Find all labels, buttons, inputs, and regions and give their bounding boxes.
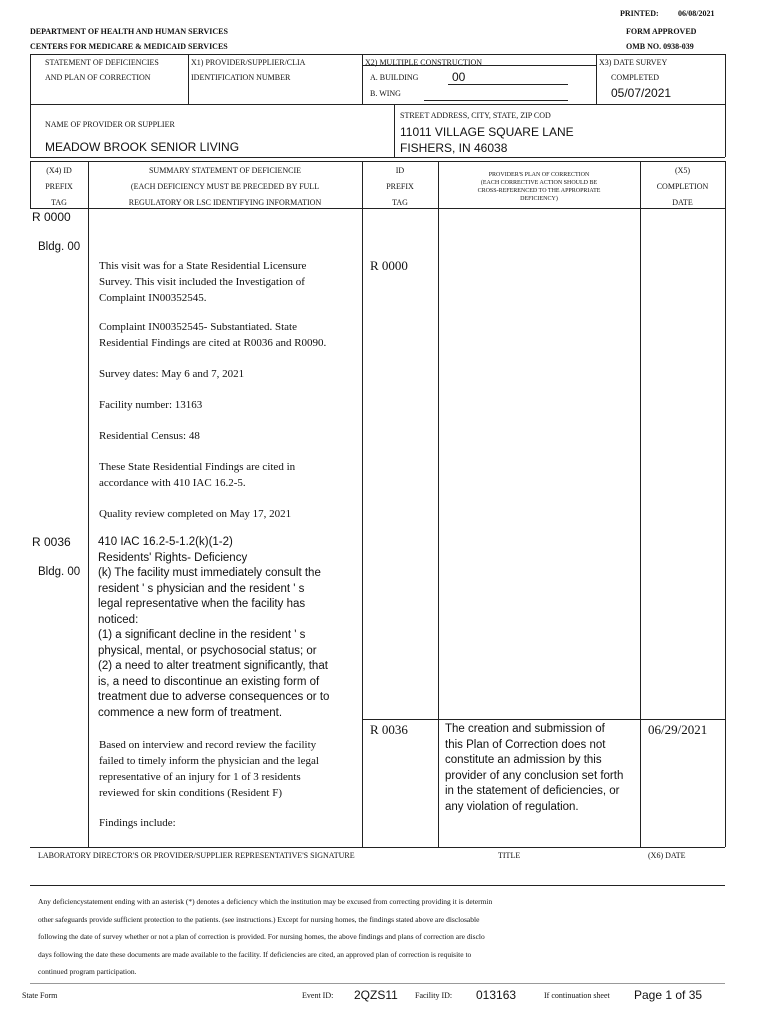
plan-line: The creation and submission of — [445, 723, 605, 735]
summary-line: Residential Findings are cited at R0036 and R0090. — [99, 337, 327, 349]
regulation-line: commence a new form of treatment. — [98, 706, 283, 719]
r0036-building: Bldg. 00 — [38, 566, 81, 578]
rule — [394, 104, 395, 157]
address-label: STREET ADDRESS, CITY, STATE, ZIP COD — [400, 111, 551, 120]
plan-of-correction — [445, 722, 639, 815]
x5-header-1: (X5) — [674, 166, 691, 175]
findings-cited — [99, 459, 361, 491]
plan-header-2: (EACH CORRECTIVE ACTION SHOULD BE — [480, 180, 598, 186]
rule — [362, 54, 363, 104]
facility-id: 013163 — [476, 988, 517, 1002]
multiple-construction-label: X2) MULTIPLE CONSTRUCTION — [365, 58, 483, 67]
survey-dates: Survey dates: May 6 and 7, 2021 — [99, 368, 245, 380]
state-form-label: State Form — [22, 991, 58, 1000]
plan-line: in the statement of deficiencies, or — [445, 785, 620, 797]
address-line-1: 11011 VILLAGE SQUARE LANE — [400, 125, 574, 139]
address-line-2: FISHERS, IN 46038 — [400, 141, 508, 155]
disclaimer-line: Any deficiencystatement ending with an asterisk (*) denotes a deficiency which the institution may be excused from correcting providing it is determin — [38, 897, 493, 906]
wing-label: B. WING — [370, 89, 401, 98]
findings-include: Findings include: — [99, 817, 176, 829]
x5-header-2: COMPLETION — [656, 182, 709, 191]
rule — [596, 54, 597, 104]
summary-header-2: (EACH DEFICIENCY MUST BE PRECEDED BY FULL — [130, 182, 320, 191]
rule — [30, 161, 725, 162]
summary-line: representative of an injury for 1 of 3 residents — [99, 771, 301, 783]
regulation-text — [98, 535, 360, 721]
regulation-line: 410 IAC 16.2-5-1.2(k)(1-2) — [98, 536, 233, 548]
r0000-id-tag: R 0000 — [370, 258, 408, 273]
summary-line: These State Residential Findings are cited in — [99, 461, 296, 473]
provider-name: MEADOW BROOK SENIOR LIVING — [45, 140, 240, 154]
residential-census: Residential Census: 48 — [99, 430, 200, 442]
regulation-line: legal representative when the facility has — [98, 598, 306, 610]
statement-label-2: AND PLAN OF CORRECTION — [45, 73, 151, 82]
findings-summary — [99, 737, 361, 801]
summary-header-1: SUMMARY STATEMENT OF DEFICIENCIE — [148, 166, 302, 175]
col-divider — [362, 161, 363, 847]
summary-complaint — [99, 319, 361, 351]
rule — [30, 104, 725, 105]
regulation-line: physical, mental, or psychosocial status; or — [98, 644, 317, 657]
summary-line: reviewed for skin conditions (Resident F) — [99, 787, 282, 799]
page-number: Page 1 of 35 — [634, 988, 703, 1002]
centers-title: CENTERS FOR MEDICARE & MEDICAID SERVICES — [30, 42, 228, 51]
regulation-line: resident ' s physician and the resident ' s — [98, 582, 305, 595]
header-top-rule — [30, 54, 725, 55]
r0036-prefix-tag: R 0036 — [32, 535, 71, 549]
x4-header-3: TAG — [51, 198, 67, 207]
provider-id-label: X1) PROVIDER/SUPPLIER/CLIA — [191, 58, 306, 67]
r0000-prefix-tag: R 0000 — [32, 210, 71, 224]
col-divider — [438, 161, 439, 847]
disclaimer-line: days following the date these documents are made available to the facility. If deficiencies are cited, an approved plan of correction is requisite to — [38, 949, 472, 959]
summary-line: Complaint IN00352545. — [99, 292, 207, 304]
date-survey-label: X3) DATE SURVEY — [599, 58, 668, 67]
continuation-label: If continuation sheet — [544, 991, 610, 1000]
rule — [30, 885, 725, 886]
x4-header-2: PREFIX — [45, 182, 73, 191]
building-underline — [448, 84, 568, 85]
completed-label: COMPLETED — [611, 73, 659, 82]
form-approved: FORM APPROVED — [626, 27, 697, 36]
plan-line: constitute an admission by this — [445, 754, 602, 766]
disclaimer-line: other safeguards provide sufficient protection to the patients. (see instructions.) Except for nursing homes, the findings stated above are disclosable — [38, 914, 480, 924]
rule — [30, 847, 725, 848]
building-label: A. BUILDING — [370, 73, 419, 82]
summary-intro — [99, 258, 361, 306]
rule — [30, 983, 725, 984]
plan-header-1: PROVIDER'S PLAN OF CORRECTION — [488, 172, 590, 178]
plan-header-4: DEFICIENCY) — [520, 196, 558, 202]
dept-title: DEPARTMENT OF HEALTH AND HUMAN SERVICES — [30, 27, 228, 36]
rule — [30, 208, 725, 209]
plan-line: any violation of regulation. — [445, 800, 579, 813]
survey-completed-date: 05/07/2021 — [611, 86, 672, 100]
plan-line: provider of any conclusion set forth — [445, 769, 624, 782]
event-id: 2QZS11 — [354, 988, 398, 1002]
building-value: 00 — [452, 70, 466, 84]
rule — [30, 157, 725, 158]
printed-date: 06/08/2021 — [678, 9, 715, 18]
rule — [30, 104, 31, 157]
rule — [725, 54, 726, 157]
summary-header-3: REGULATORY OR LSC IDENTIFYING INFORMATION — [128, 198, 322, 207]
summary-line: failed to timely inform the physician and the legal — [99, 755, 319, 767]
regulation-line: (k) The facility must immediately consult the — [98, 567, 321, 579]
col-divider — [725, 161, 726, 847]
date-label: (X6) DATE — [648, 851, 686, 860]
summary-line: Survey. This visit included the Investigation of — [99, 276, 305, 288]
regulation-line: (1) a significant decline in the resident ' s — [98, 629, 306, 641]
x4-header-1: (X4) ID — [46, 166, 72, 175]
wing-underline — [424, 100, 568, 101]
col-divider — [88, 161, 89, 847]
event-id-label: Event ID: — [302, 991, 334, 1000]
title-label: TITLE — [498, 851, 521, 860]
plan-line: this Plan of Correction does not — [445, 738, 606, 751]
provider-name-label: NAME OF PROVIDER OR SUPPLIER — [45, 120, 175, 129]
summary-line: This visit was for a State Residential Licensure — [99, 260, 307, 272]
id-header-3: TAG — [392, 198, 408, 207]
col-divider — [640, 161, 641, 847]
completion-date: 06/29/2021 — [648, 722, 708, 737]
statement-label: STATEMENT OF DEFICIENCIES — [45, 58, 159, 67]
provider-id-label-2: IDENTIFICATION NUMBER — [191, 73, 291, 82]
rule — [188, 54, 189, 104]
regulation-line: is, a need to discontinue an existing form of — [98, 675, 320, 688]
regulation-line: noticed: — [98, 613, 139, 626]
id-header-1: ID — [395, 166, 405, 175]
r0036-id-tag: R 0036 — [370, 722, 408, 737]
facility-id-label: Facility ID: — [415, 991, 453, 1000]
disclaimer-line: continued program participation. — [38, 967, 137, 976]
printed-label: PRINTED: — [620, 9, 659, 18]
regulation-line: (2) a need to alter treatment significantly, that — [98, 660, 328, 672]
disclaimer — [38, 893, 728, 981]
summary-line: Based on interview and record review the facility — [99, 739, 317, 751]
id-header-2: PREFIX — [386, 182, 414, 191]
rule — [362, 719, 725, 720]
disclaimer-line: following the date of survey whether or not a plan of correction is provided. For nursing homes, the above findings and plans of correction are disclo — [38, 932, 485, 941]
omb-number: OMB NO. 0938-039 — [626, 42, 694, 51]
r0000-building: Bldg. 00 — [38, 241, 81, 253]
summary-line: accordance with 410 IAC 16.2-5. — [99, 477, 246, 489]
facility-number: Facility number: 13163 — [99, 399, 203, 411]
plan-header-3: CROSS-REFERENCED TO THE APPROPRIATE — [477, 188, 601, 194]
regulation-line: treatment due to adverse consequences or to — [98, 691, 330, 703]
signature-label: LABORATORY DIRECTOR'S OR PROVIDER/SUPPLIER REPRESENTATIVE'S SIGNATURE — [38, 851, 355, 860]
x5-header-3: DATE — [672, 198, 693, 207]
regulation-line: Residents' Rights- Deficiency — [98, 551, 248, 564]
summary-line: Complaint IN00352545- Substantiated. State — [99, 321, 297, 333]
quality-review: Quality review completed on May 17, 2021 — [99, 508, 292, 520]
